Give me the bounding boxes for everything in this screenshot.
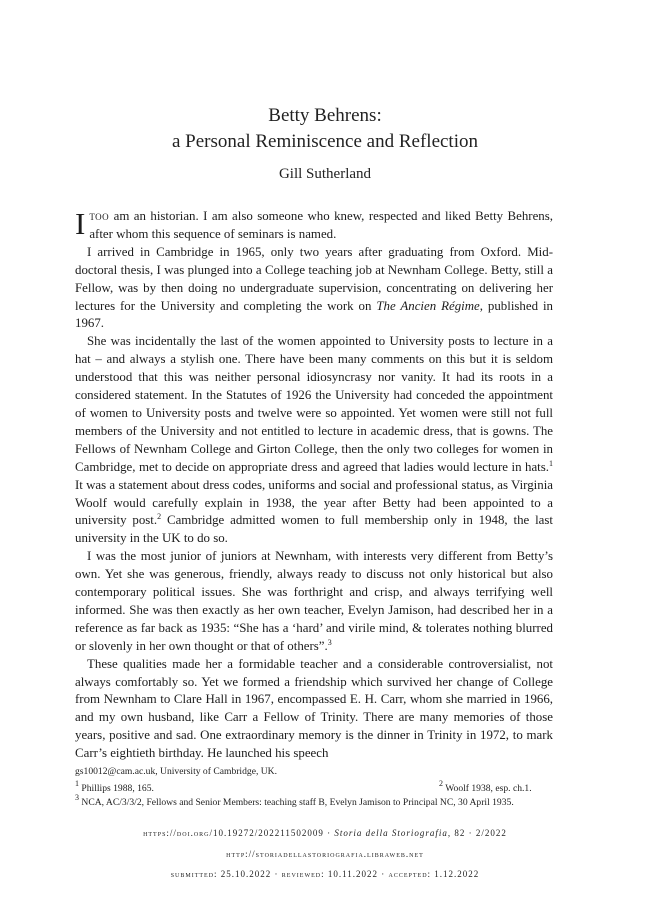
footnote-1-number: 1 [75,779,79,788]
paragraph-3-text-a: She was incidentally the last of the women appointed to University posts to lecture in a hat – and always a stylish one. There have been many comments on this but it is seldom understood that this was neither personal idiosyncrasy nor vanity. It had its roots in a considered statement. In the Statutes of 1926 the University had conceded the appointment of women to University posts and twelve were so appointed. Yet women were still not full members of the University and not entitled to lecture in academic dress, that is gowns. The Fellows of Newnham College and Girton College, then the only two colleges for women in Cambridge, met to decide on appropriate dress and agreed that ladies would lecture in hats. [75,334,553,474]
paragraph-2-text-a: I arrived in Cambridge in 1965, only two years after graduating from Oxford. Mid-doctoral thesis, I was plunged into a College teaching job at Newnham College. Betty, still a Fellow, was by then doing no undergraduate supervision, concentrating on delivering her lectures for the University and completing the work on [75,244,553,313]
article-author: Gill Sutherland [278,166,372,182]
footnote-3-text: NCA, AC/3/3/2, Fellows and Senior Members: teaching staff B, Evelyn Jamison to Principal NC, 30 April 1935. [81,797,514,808]
article-title-line2: a Personal Reminiscence and Reflection [171,131,478,152]
small-caps-lead: too [89,209,110,223]
footnote-2 [439,779,532,795]
paragraph-4-text: I was the most junior of juniors at Newnham, with interests very different from Betty’s own. Yet she was generous, friendly, always ready to discuss not only historical but also contemporary political issues. She was forthright and crisp, and always terrifying well informed. She was then exactly as her own teacher, Evelyn Jamison, had described her in a reference as far back as 1935: “She has a ‘hard’ and virile mind, & tolerates nothing blurred or slovenly in her own thought or that of others”. [75,549,553,653]
paragraph-3-text-b: It was a statement about dress codes, uniforms and social and professional status, as Virginia Woolf would carefully explain in 1938, the year after Betty had been appointed to a university post. [75,477,553,528]
footnotes-row-1 [75,779,553,795]
footnote-1-text: Phillips 1988, 165. [81,783,154,794]
doi-link[interactable]: https://doi.org/10.19272/202211502009 · [143,828,335,838]
paragraph-1 [75,208,553,244]
footnote-3 [75,793,553,809]
journal-url-link[interactable]: http://storiadellastoriografia.libraweb.net [226,849,424,859]
journal-name: Storia della Storiografia [334,828,448,838]
footnote-2-number: 2 [439,779,443,788]
article-body [75,208,553,763]
paragraph-5-text: These qualities made her a formidable teacher and a considerable controversialist, not always comfortably so. Yet we formed a friendship which survived her change of College from Newnham to Clare Hall in 1967, encompassed E. H. Carr, whom she married in 1966, and my own husband, like Carr a Fellow of Trinity. There are many memories of those years, positive and sad. One extraordinary memory is the dinner in Trinity in 1972, to mark Carr’s eightieth birthday. He launched his speech [75,656,553,761]
paragraph-5 [75,656,553,763]
author-affiliation: gs10012@cam.ac.uk, University of Cambridge, UK. [75,766,278,777]
doi-line [0,828,650,838]
paragraph-2-text-b: , published in 1967. [75,298,553,331]
paragraph-3 [75,333,553,548]
footnote-2-text: Woolf 1938, esp. ch.1. [445,783,532,794]
article-title-line1: Betty Behrens: [268,105,382,126]
issue-info: , 82 · 2/2022 [447,828,507,838]
footnote-ref-2[interactable]: 2 [157,512,162,522]
footnote-1 [75,779,154,794]
paragraph-4 [75,548,553,655]
submission-dates: submitted: 25.10.2022 · reviewed: 10.11.2022 · accepted: 1.12.2022 [170,869,480,879]
book-title-ancien-regime: The Ancien Régime [376,298,480,313]
paragraph-2 [75,244,553,334]
drop-cap: I [75,206,86,241]
paragraph-1-text: am an historian. I am also someone who knew, respected and liked Betty Behrens, after whom this sequence of seminars is named. [89,209,553,241]
footnote-ref-1[interactable]: 1 [549,458,553,468]
footnote-ref-3[interactable]: 3 [327,637,332,647]
paragraph-3-text-c: Cambridge admitted women to full membership only in 1948, the last university in the UK to do so. [75,513,553,546]
footnote-3-number: 3 [75,793,79,802]
